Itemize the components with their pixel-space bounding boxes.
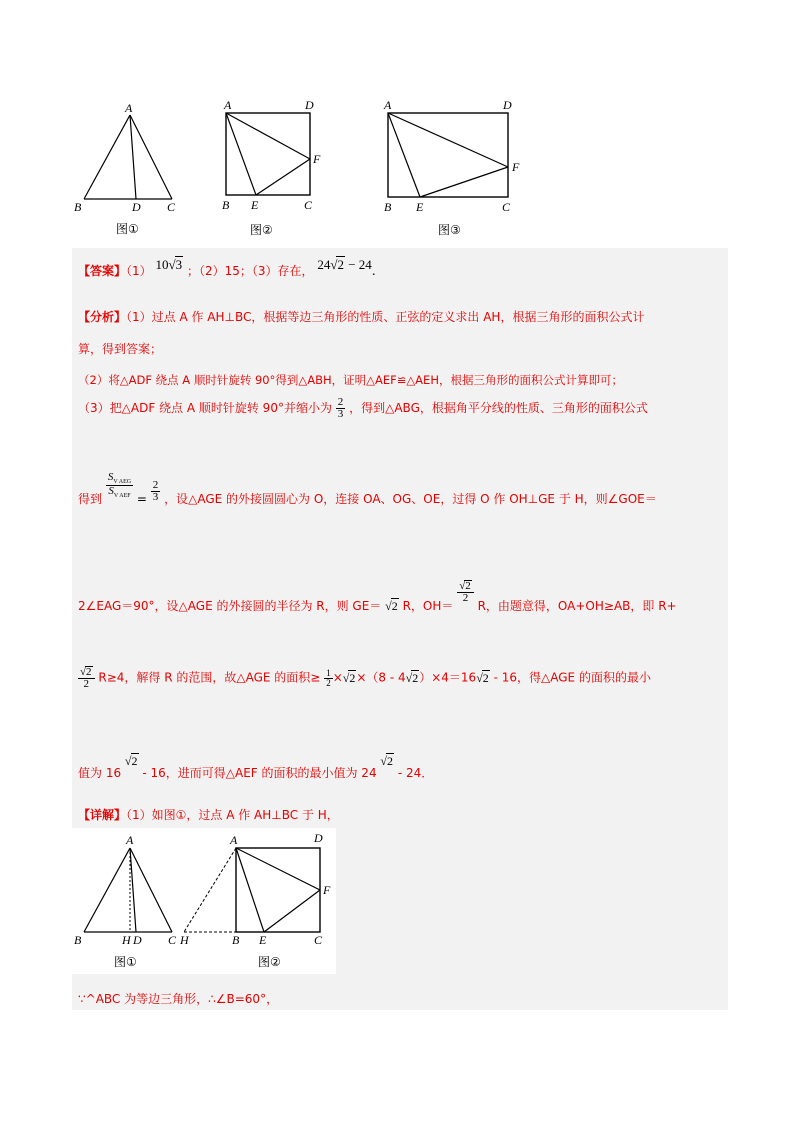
label-D: D	[314, 831, 323, 845]
fraction-one-half: $\frac{1}{2}$	[326, 667, 331, 688]
label-D: D	[132, 200, 141, 214]
label-B: B	[232, 933, 240, 947]
label-D: D	[305, 98, 314, 112]
label-E: E	[259, 933, 267, 947]
answer-part-1: （1）	[126, 264, 152, 278]
label-H: H	[180, 933, 189, 947]
analysis-line-6: 2∠EAG＝90°，设△AGE 的外接圆的半径为 R，则 GE＝ √2 R，OH＝ $\frac{√2}{2}$ R，由题意得，OA+OH≥AB，即 R+	[78, 580, 677, 613]
detail-line-2: ∵^ABC 为等边三角形，∴∠B=60°，	[78, 992, 279, 1006]
sqrt-two: √2	[476, 670, 489, 685]
analysis-line-8: 值为 16 √2 - 16，进而可得△AEF 的面积的最小值为 24 √2 - 24．	[78, 754, 434, 780]
sqrt-two: √2	[385, 598, 398, 613]
sqrt-two: √2	[405, 670, 419, 685]
fraction-root2-over-2: $\frac{√2}{2}$	[78, 666, 95, 690]
analysis-line-1: 【分析】（1）过点 A 作 AH⊥BC，根据等边三角形的性质、正弦的定义求出 AH，根据三角形的面积公式计	[78, 310, 645, 324]
figure-caption: 图①	[114, 955, 137, 969]
label-A: A	[224, 98, 232, 112]
label-B: B	[74, 200, 82, 214]
detail-figures-svg	[72, 828, 336, 974]
label-C: C	[304, 198, 313, 212]
detail-figures	[72, 828, 336, 974]
label-H: H	[122, 933, 131, 947]
sqrt-two: √2	[124, 754, 138, 768]
label-A: A	[126, 833, 134, 847]
label-D: D	[503, 98, 512, 112]
figure-caption: 图③	[438, 223, 461, 237]
answer-value-3: 24√2 − 24	[317, 257, 372, 272]
figure-1-triangle	[72, 100, 192, 240]
label-A: A	[230, 833, 238, 847]
figure-2-square	[220, 95, 330, 245]
answer-part-2: ；（2）15；（3）存在，	[186, 264, 314, 278]
analysis-label: 【分析】	[78, 310, 127, 324]
answer-line	[78, 257, 376, 279]
figure-caption: 图②	[250, 223, 273, 237]
label-A: A	[384, 98, 392, 112]
analysis-line-5: 得到 $\frac{S_{V AEG}}{S_{V AEF}}$ = $\frac{2}{3}$ ，设△AGE 的外接圆圆心为 O，连接 OA、OG、OE，过得 O 作 OH⊥GE 于 H，则∠GOE＝	[78, 471, 657, 507]
label-D: D	[133, 933, 142, 947]
label-F: F	[313, 152, 321, 166]
sqrt-two: √2	[380, 754, 394, 768]
analysis-line-2: 算，得到答案；	[78, 342, 163, 356]
label-C: C	[167, 200, 176, 214]
label-C: C	[502, 200, 511, 214]
label-A: A	[125, 101, 133, 115]
answer-value-1: 10√3	[155, 257, 183, 272]
label-E: E	[251, 198, 259, 212]
answer-end: .	[371, 264, 376, 278]
figure-3-rectangle	[378, 95, 528, 245]
detail-line-1: 【详解】（1）如图①，过点 A 作 AH⊥BC 于 H，	[78, 808, 339, 822]
fraction-two-thirds: $\frac{2}{3}$	[152, 479, 159, 504]
analysis-line-4: （3）把△ADF 绕点 A 顺时针旋转 90°并缩小为 $\frac{2}{3}$ ，得到△ABG，根据角平分线的性质、三角形的面积公式	[78, 396, 648, 420]
label-B: B	[384, 200, 392, 214]
sqrt-two: √2	[342, 670, 356, 685]
fraction-root2-over-2: $\frac{√2}{2}$	[457, 580, 474, 604]
analysis-line-7: $\frac{√2}{2}$ R≥4，解得 R 的范围，故△AGE 的面积≥ $\frac{1}{2}$ ×√2×（8 - 4√2）×4＝16√2 - 16，得△AGE 的面积的最小	[80, 666, 651, 690]
figure-caption: 图①	[116, 222, 139, 236]
answer-label: 【答案】	[78, 264, 127, 278]
area-ratio-fraction: $\frac{S_{V AEG}}{S_{V AEF}}$	[107, 471, 132, 500]
figure-caption: 图②	[258, 955, 281, 969]
label-F: F	[512, 160, 520, 174]
analysis-line-3: （2）将△ADF 绕点 A 顺时针旋转 90°得到△ABH，证明△AEF≌△AEH，根据三角形的面积公式计算即可；	[78, 373, 623, 387]
label-C: C	[314, 933, 323, 947]
label-C: C	[168, 933, 177, 947]
label-B: B	[74, 933, 82, 947]
label-F: F	[323, 883, 331, 897]
fraction-two-thirds: $\frac{2}{3}$	[337, 396, 344, 420]
label-B: B	[222, 198, 230, 212]
label-E: E	[416, 200, 424, 214]
detail-label: 【详解】	[78, 808, 127, 822]
